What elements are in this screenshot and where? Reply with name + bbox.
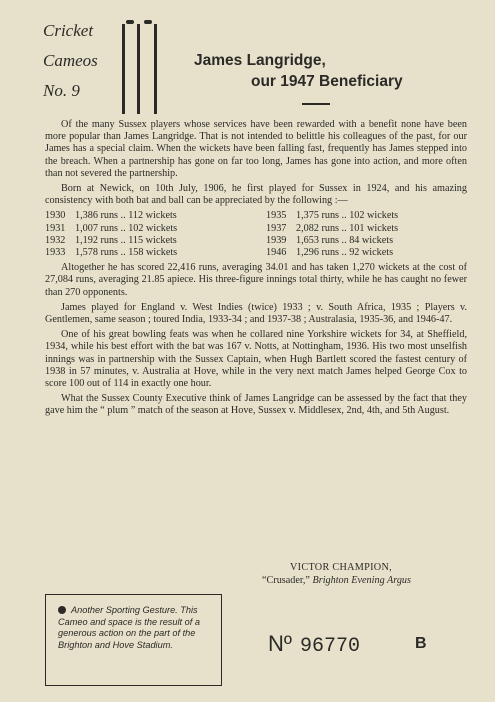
stat-year: 1931 — [45, 222, 66, 234]
stat-line: 1,653 runs .. 84 wickets — [296, 234, 394, 246]
serial-number: 96770 — [299, 635, 360, 658]
cricket-stumps-icon — [118, 14, 164, 116]
title-line-2: our 1947 Beneficiary — [251, 73, 403, 90]
page-title — [180, 50, 450, 92]
series-line-2: Cameos — [43, 51, 98, 70]
stat-line: 1,007 runs .. 102 wickets — [75, 222, 178, 234]
stat-year: 1937 — [266, 222, 287, 234]
article-body — [45, 119, 467, 421]
stat-row — [45, 247, 246, 259]
author-paper — [262, 575, 462, 588]
paragraph-england: James played for England v. West Indies (twice) 1933 ; v. South Africa, 1935 ; Players v. Gentlemen, same season ; toured India, 1933-34 ; and 1937-38 ; Australasia, 1935-36, and 1946-47. — [45, 301, 467, 326]
sponsor-box — [45, 594, 222, 686]
series-line-1: Cricket — [43, 21, 94, 40]
title-line-1: James Langridge, — [194, 52, 326, 69]
stat-line: 1,296 runs .. 92 wickets — [296, 247, 394, 259]
newspaper-name: Brighton Evening Argus — [312, 574, 411, 586]
byline — [262, 562, 462, 587]
stat-line: 1,192 runs .. 115 wickets — [75, 234, 177, 246]
stat-row — [45, 210, 246, 222]
series-letter: B — [415, 635, 427, 652]
author-name: VICTOR CHAMPION, — [290, 562, 392, 573]
author-pen-name: “Crusader,” — [262, 574, 310, 586]
stat-line: 1,386 runs .. 112 wickets — [75, 210, 177, 222]
stat-year: 1932 — [45, 234, 66, 246]
paragraph-born: Born at Newick, on 10th July, 1906, he first played for Sussex in 1924, and his amazing consistency with both bat and ball can be appreciated by the following :— — [45, 183, 467, 207]
stat-year: 1946 — [266, 247, 287, 259]
stat-row — [45, 223, 246, 235]
stat-year: 1933 — [45, 247, 66, 259]
stat-line: 1,375 runs .. 102 wickets — [296, 210, 399, 222]
stat-year: 1939 — [266, 234, 287, 246]
sponsor-text: Another Sporting Gesture. This Cameo and space is the result of a generous action on the part of the Brighton and Hove Stadium. — [58, 605, 200, 650]
series-line-3: No. 9 — [43, 81, 80, 100]
stat-row — [45, 235, 246, 247]
paragraph-intro: Of the many Sussex players whose services have been rewarded with a benefit none have been more popular than James Langridge. That is not intended to belittle his colleagues of the past, for our James has a special claim. When the wickets have been falling fast, frequently has James stepped into the breach. When a partnership has gone on far too long, James has gone into action, and more often than not severed the partnership. — [45, 119, 467, 179]
stat-year: 1930 — [45, 210, 66, 222]
stat-row — [266, 247, 467, 259]
paragraph-altogether: Altogether he has scored 22,416 runs, averaging 34.01 and has taken 1,270 wickets at the cost of 27,084 runs, averaging 21.85 apiece. His three-figure innings total thirty, while he has caught no fewer than 270 opponents. — [45, 262, 467, 298]
stat-line: 1,578 runs .. 158 wickets — [75, 247, 178, 259]
number-sign: Nº — [268, 631, 292, 656]
series-title — [43, 16, 123, 106]
season-stats-table — [45, 210, 467, 259]
paragraph-feats: One of his great bowling feats was when he collared nine Yorkshire wickets for 34, at Sheffield, 1934, while his best effort with the bat was 167 v. Notts, at Nottingham, 1936. His two most unselfish innings was in partnership with the Sussex Captain, when Hugh Bartlett scored the fastest century of 1938 in 57 minutes, v. Australia at Hove, while in the very next match James helped George Cox to score 100 out of 114 in exactly one hour. — [45, 329, 467, 390]
paragraph-committee: What the Sussex County Executive think of James Langridge can be assessed by the fact that they gave him the “ plum ” match of the season at Hove, Sussex v. Middlesex, 2nd, 4th, and 5th August. — [45, 393, 467, 417]
stat-year: 1935 — [266, 210, 287, 222]
stat-row — [266, 210, 467, 222]
title-divider — [302, 103, 330, 105]
stat-line: 2,082 runs .. 101 wickets — [296, 222, 399, 234]
ticket-number — [268, 631, 468, 658]
stat-row — [266, 235, 467, 247]
bullet-icon — [58, 606, 66, 614]
stat-row — [266, 223, 467, 235]
